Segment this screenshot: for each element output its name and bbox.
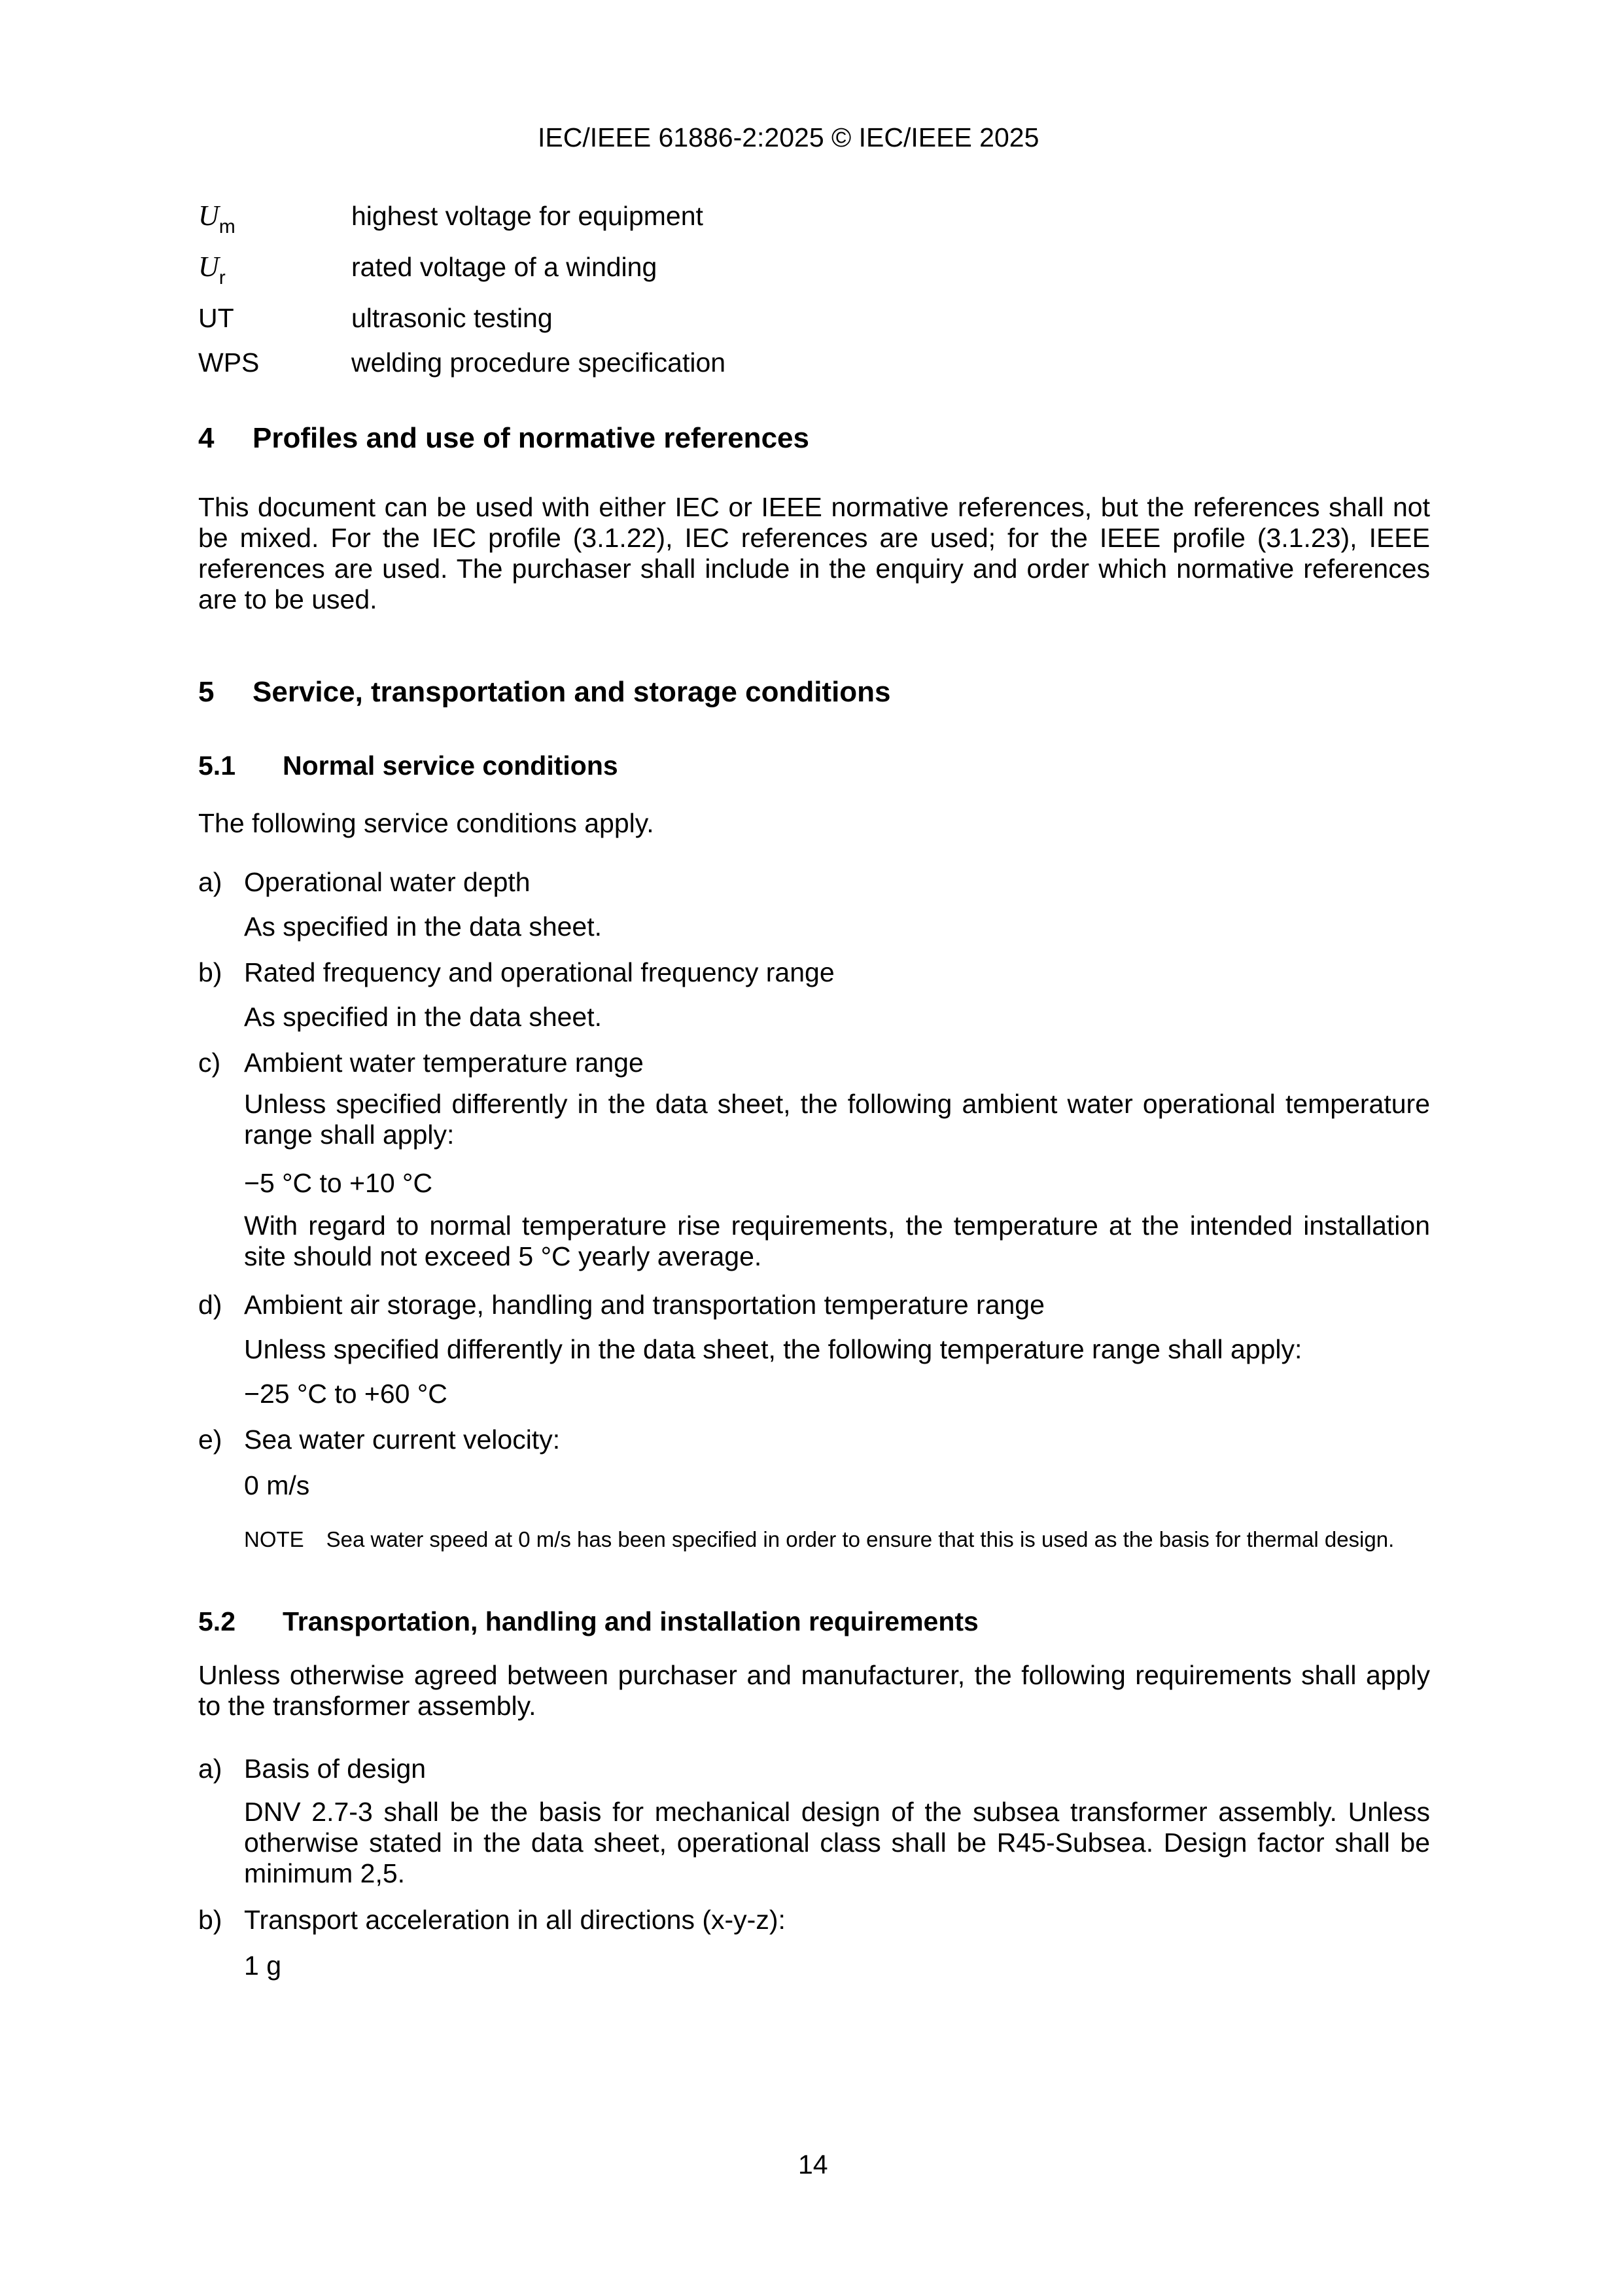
symbol-subscript: m (218, 216, 236, 238)
section-5-2-number: 5.2 (198, 1606, 236, 1636)
note-label: NOTE (244, 1527, 304, 1551)
list-item-text: As specified in the data sheet. (244, 1002, 602, 1032)
list-item-label: e) (198, 1424, 222, 1455)
section-5-2-title: Transportation, handling and installation requirements (283, 1606, 979, 1636)
symbol-letter: U (198, 200, 219, 232)
section-4-paragraph: This document can be used with either IEC or IEEE normative references, but the references shall not be mixed. For the IEC profile (3.1.22), IEC references are used; for the IEEE profile (3.1.23), IEEE references are used. The purchaser shall include in the enquiry and order which normative references are to be used. (198, 492, 1430, 614)
list-item-label: a) (198, 867, 222, 897)
temperature-range-value: −25 °C to +60 °C (244, 1379, 447, 1409)
list-item-title: Rated frequency and operational frequency range (244, 957, 835, 987)
section-5-title: Service, transportation and storage conditions (253, 676, 891, 708)
list-item-title: Operational water depth (244, 867, 531, 897)
symbol-letter: U (198, 251, 219, 283)
note-text: Sea water speed at 0 m/s has been specified in order to ensure that this is used as the basis for thermal design. (326, 1527, 1395, 1551)
note-block (244, 1527, 1430, 1552)
page-number: 14 (798, 2149, 828, 2180)
list-item-text: With regard to normal temperature rise requirements, the temperature at the intended installation site should not exceed 5 °C yearly average. (244, 1210, 1430, 1271)
section-5-1-title: Normal service conditions (283, 751, 618, 781)
list-item-text: Unless specified differently in the data sheet, the following temperature range shall apply: (244, 1334, 1302, 1364)
velocity-value: 0 m/s (244, 1470, 310, 1500)
temperature-range-value: −5 °C to +10 °C (244, 1168, 433, 1198)
abbreviation-symbol (198, 251, 226, 289)
abbreviation-definition: highest voltage for equipment (351, 201, 703, 231)
section-5-1-intro: The following service conditions apply. (198, 808, 654, 838)
list-item-label: c) (198, 1048, 221, 1078)
abbreviation-symbol (198, 200, 236, 238)
list-item-title: Ambient water temperature range (244, 1048, 644, 1078)
section-5-1-number: 5.1 (198, 751, 236, 781)
list-item-label: a) (198, 1754, 222, 1784)
acceleration-value: 1 g (244, 1951, 281, 1981)
section-5-number: 5 (198, 676, 215, 708)
list-item-title: Ambient air storage, handling and transportation temperature range (244, 1290, 1045, 1320)
abbreviation-definition: welding procedure specification (351, 347, 726, 378)
list-item-text: DNV 2.7-3 shall be the basis for mechanical design of the subsea transformer assembly. Unless otherwise stated in the data sheet, operational class shall be R45-Subsea. Design factor shall be minimum 2,5. (244, 1797, 1430, 1888)
section-5-2-intro: Unless otherwise agreed between purchaser and manufacturer, the following requirements shall apply to the transformer assembly. (198, 1660, 1430, 1721)
section-4-title: Profiles and use of normative references (253, 422, 809, 454)
list-item-label: b) (198, 957, 222, 987)
running-header: IEC/IEEE 61886-2:2025 © IEC/IEEE 2025 (538, 122, 1039, 152)
list-item-title: Transport acceleration in all directions (x-y-z): (244, 1905, 786, 1935)
list-item-label: d) (198, 1290, 222, 1320)
list-item-title: Basis of design (244, 1754, 427, 1784)
symbol-subscript: r (218, 267, 226, 289)
list-item-text: As specified in the data sheet. (244, 911, 602, 942)
abbreviation-symbol: UT (198, 303, 234, 333)
abbreviation-symbol: WPS (198, 347, 260, 378)
list-item-text: Unless specified differently in the data sheet, the following ambient water operational temperature range shall apply: (244, 1089, 1430, 1150)
abbreviation-definition: ultrasonic testing (351, 303, 553, 333)
list-item-title: Sea water current velocity: (244, 1424, 561, 1455)
abbreviation-definition: rated voltage of a winding (351, 252, 657, 282)
section-4-number: 4 (198, 422, 215, 454)
list-item-label: b) (198, 1905, 222, 1935)
